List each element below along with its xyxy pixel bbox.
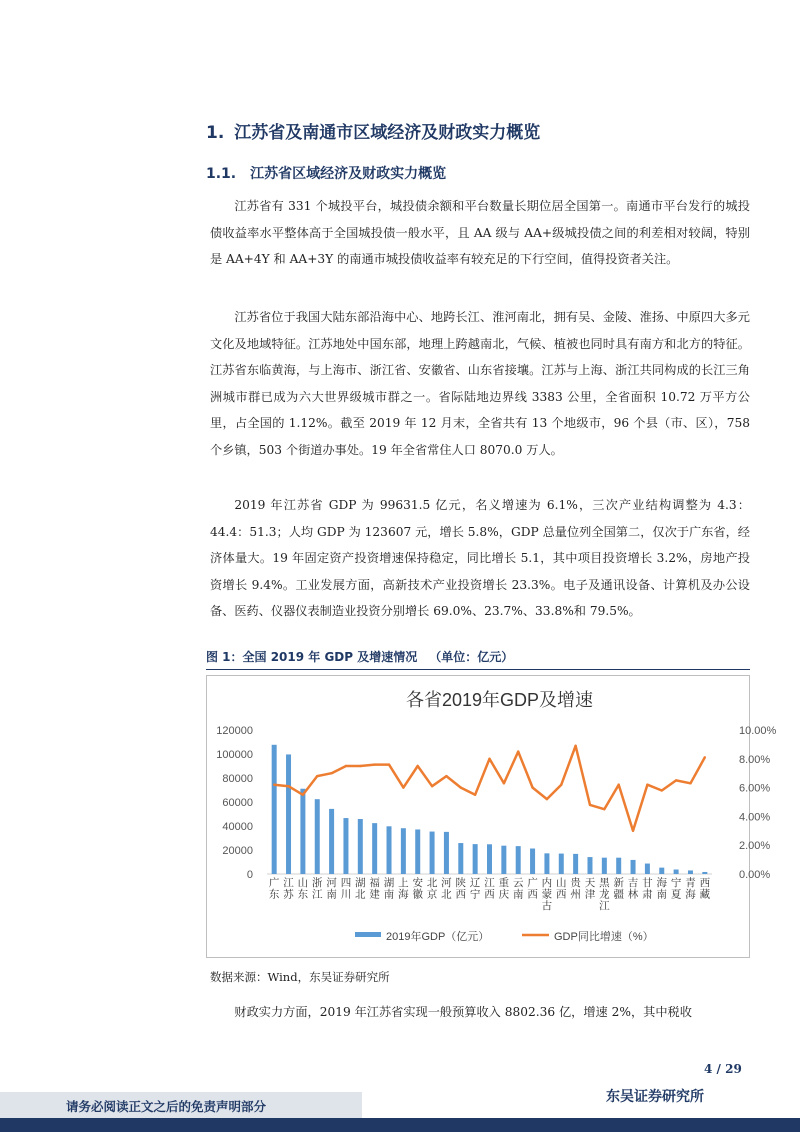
gdp-bar <box>659 868 664 874</box>
growth-point <box>302 794 304 796</box>
legend-label-gdp: 2019年GDP（亿元） <box>386 931 490 943</box>
subsection-number: 1.1. <box>206 166 237 182</box>
x-tick-label: 福建 <box>369 877 380 901</box>
paragraph: 江苏省有 331 个城投平台，城投债余额和平台数量长期位居全国第一。南通市平台发行的城投债收益率水平整体高于全国城投债一般水平，且 AA 级与 AA+级城投债之间的利差相对较阔，特别是 AA+4Y 和 AA+3Y 的南通市城投债收益率有较充足的下行空间，值得投资者关注。 <box>210 199 750 267</box>
x-tick-label: 甘肃 <box>642 877 653 901</box>
y-left-tick-label: 0 <box>246 869 253 881</box>
y-left-tick-label: 40000 <box>222 821 253 833</box>
figure-unit: （单位：亿元） <box>429 650 514 664</box>
section-number: 1. <box>206 123 225 143</box>
y-left-tick-label: 100000 <box>216 749 253 761</box>
gdp-bar <box>387 826 392 874</box>
growth-point <box>617 784 619 786</box>
x-tick-label: 青海 <box>685 877 696 901</box>
x-tick-label: 山东 <box>297 877 309 901</box>
gdp-bar <box>544 853 549 874</box>
growth-point <box>689 782 691 784</box>
gdp-bar <box>315 799 320 874</box>
gdp-bar <box>530 849 535 874</box>
x-tick-label: 宁夏 <box>670 877 682 901</box>
x-tick-label: 湖南 <box>383 877 395 901</box>
gdp-bar <box>616 858 621 874</box>
gdp-bar <box>645 864 650 874</box>
gdp-bar <box>602 858 607 874</box>
x-tick-label: 天津 <box>584 877 596 901</box>
gdp-bar <box>559 854 564 874</box>
y-right-tick-label: 6.00% <box>739 782 771 795</box>
x-tick-label: 山西 <box>556 877 567 901</box>
paragraph: 江苏省位于我国大陆东部沿海中心、地跨长江、淮河南北，拥有吴、金陵、淮扬、中原四大多元文化及地域特征。江苏地处中国东部，地理上跨越南北，气候、植被也同时具有南方和北方的特征。江苏省东临黄海，与上海市、浙江省、安徽省、山东省接壤。江苏与上海、浙江共同构成的长江三角洲城市群已成为六大世界级城市群之一。省际陆地边界线 3383 公里，全省面积 10.72 万平方公里，占全国的 1.12%。截至 2019 年 12 月末，全省共有 13 个地级市，96 个县（市、区），758 个乡镇，503 个街道办事处。19 年全省常住人口 8070.0 万人。 <box>210 310 750 457</box>
x-tick-label: 上海 <box>398 877 409 901</box>
growth-point <box>574 745 576 747</box>
gdp-bar <box>458 843 463 874</box>
gdp-bar <box>573 854 578 874</box>
growth-point <box>373 763 375 765</box>
y-right-tick-label: 8.00% <box>739 753 771 766</box>
gdp-bar <box>358 819 363 874</box>
x-tick-label: 四川 <box>340 877 352 901</box>
y-right-tick-label: 2.00% <box>739 840 771 853</box>
growth-point <box>560 784 562 786</box>
x-tick-label: 江苏 <box>283 877 294 901</box>
gdp-bar <box>329 809 334 874</box>
x-tick-label: 重庆 <box>498 877 510 901</box>
subsection-heading <box>206 163 446 183</box>
x-tick-label: 贵州 <box>570 877 581 901</box>
growth-point <box>503 782 505 784</box>
growth-point <box>431 785 433 787</box>
x-tick-label: 陕西 <box>455 877 467 901</box>
section-heading <box>206 118 540 143</box>
gdp-bar <box>631 860 636 874</box>
growth-point <box>646 784 648 786</box>
gdp-bar <box>286 754 291 874</box>
growth-point <box>474 794 476 796</box>
y-left-tick-label: 20000 <box>222 845 253 857</box>
gdp-bar <box>430 832 435 874</box>
growth-point <box>402 786 404 788</box>
growth-point <box>632 830 634 832</box>
footer-brand: 东吴证券研究所 <box>606 1089 704 1105</box>
x-tick-label: 内蒙古 <box>541 877 553 912</box>
growth-point <box>704 756 706 758</box>
growth-point <box>531 786 533 788</box>
growth-point <box>330 772 332 774</box>
data-source: 数据来源：Wind，东吴证券研究所 <box>210 970 390 984</box>
gdp-bar <box>688 870 693 874</box>
growth-point <box>460 786 462 788</box>
x-tick-label: 云南 <box>512 877 524 901</box>
legend-label-growth: GDP同比增速（%） <box>554 931 654 943</box>
paragraph: 2019 年江苏省 GDP 为 99631.5 亿元，名义增速为 6.1%，三次产业结构调整为 4.3：44.4：51.3；人均 GDP 为 123607 元，增长 5.8%，GDP 总量位列全国第二，仅次于广东省，经济体量大。19 年固定资产投资增速保持稳定，同比增长 5.1，其中项目投资增长 3.2%，房地产投资增长 9.4%。工业发展方面，高新技术产业投资增长 23.3%。电子及通讯设备、计算机及办公设备、医药、仪器仪表制造业投资分别增长 69.0%、23.7%、33.8%和 79.5%。 <box>210 498 750 619</box>
gdp-bar <box>415 829 420 874</box>
growth-point <box>417 765 419 767</box>
x-tick-label: 黑龙江 <box>599 877 610 912</box>
gdp-bar <box>300 789 305 874</box>
x-tick-label: 安徽 <box>412 877 423 901</box>
subsection-title: 江苏省区域经济及财政实力概览 <box>250 166 447 182</box>
y-left-tick-label: 120000 <box>216 725 253 737</box>
growth-point <box>546 798 548 800</box>
gdp-chart <box>206 675 777 958</box>
figure-label: 图 1：全国 2019 年 GDP 及增速情况 <box>206 650 418 664</box>
y-right-tick-label: 4.00% <box>739 811 771 824</box>
gdp-bar <box>587 857 592 874</box>
growth-point <box>675 779 677 781</box>
growth-point <box>661 789 663 791</box>
gdp-bar <box>674 870 679 874</box>
legend-swatch-gdp <box>355 932 381 937</box>
x-tick-label: 北京 <box>426 877 438 901</box>
x-tick-label: 西藏 <box>699 877 711 901</box>
growth-point <box>345 765 347 767</box>
x-tick-label: 海南 <box>656 877 668 901</box>
x-tick-label: 广西 <box>527 877 538 901</box>
growth-point <box>517 750 519 752</box>
growth-point <box>445 775 447 777</box>
gdp-bar <box>401 828 406 874</box>
footer-line <box>0 1118 800 1132</box>
gdp-bar <box>501 846 506 874</box>
disclaimer-note: 请务必阅读正文之后的免责声明部分 <box>66 1099 267 1114</box>
gdp-bar <box>444 832 449 874</box>
y-left-tick-label: 80000 <box>222 773 253 785</box>
page-number: 4 / 29 <box>704 1062 742 1076</box>
growth-point <box>316 775 318 777</box>
growth-point <box>273 784 275 786</box>
growth-point <box>589 804 591 806</box>
chart-title: 各省2019年GDP及增速 <box>405 690 594 710</box>
x-tick-label: 河北 <box>441 877 452 901</box>
growth-point <box>359 765 361 767</box>
growth-point <box>388 763 390 765</box>
growth-point <box>488 758 490 760</box>
figure-caption <box>206 648 750 670</box>
gdp-bar <box>702 872 707 874</box>
x-tick-label: 浙江 <box>311 877 323 901</box>
x-tick-label: 湖北 <box>355 877 366 901</box>
growth-point <box>603 808 605 810</box>
x-tick-label: 江西 <box>484 877 495 901</box>
section-title: 江苏省及南通市区域经济及财政实力概览 <box>234 123 541 143</box>
chart-canvas <box>207 676 777 957</box>
gdp-bar <box>372 823 377 874</box>
gdp-bar <box>343 818 348 874</box>
y-right-tick-label: 10.00% <box>739 725 777 737</box>
x-tick-label: 广东 <box>268 877 280 901</box>
x-tick-label: 新疆 <box>613 877 624 901</box>
gdp-bar <box>516 846 521 874</box>
growth-point <box>287 785 289 787</box>
x-tick-label: 河南 <box>326 877 337 901</box>
y-left-tick-label: 60000 <box>222 797 253 809</box>
gdp-bar <box>473 844 478 874</box>
paragraph: 财政实力方面，2019 年江苏省实现一般预算收入 8802.36 亿，增速 2%，其中税收 <box>234 1005 692 1019</box>
gdp-bar <box>487 844 492 874</box>
y-right-tick-label: 0.00% <box>739 869 771 881</box>
x-tick-label: 辽宁 <box>469 877 481 901</box>
gdp-bar <box>272 745 277 874</box>
x-tick-label: 吉林 <box>627 877 639 901</box>
